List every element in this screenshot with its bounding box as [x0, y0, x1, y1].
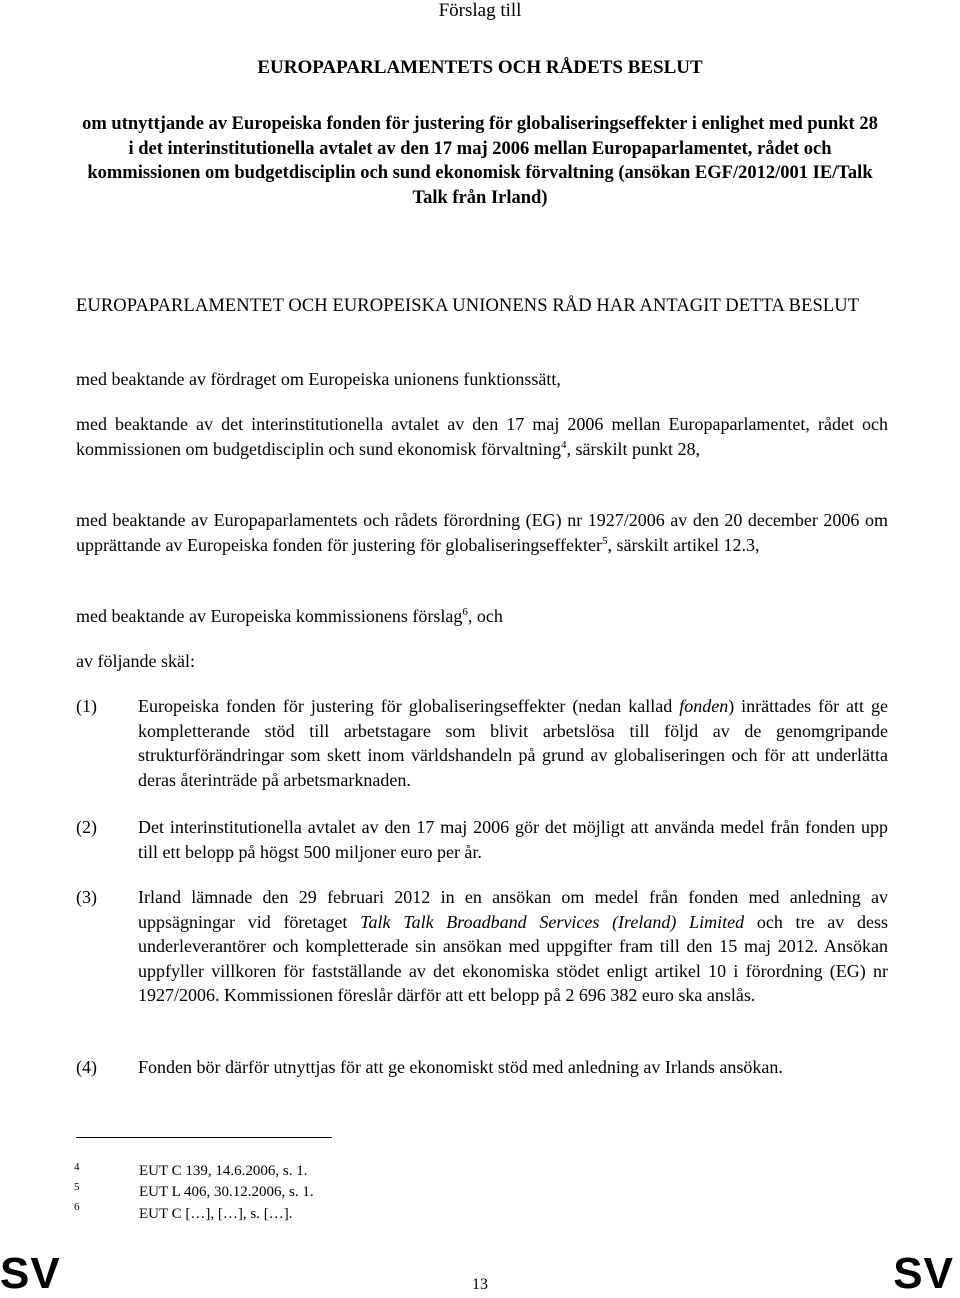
recital-4-text: Fonden bör därför utnyttjas för att ge ekonomiskt stöd med anledning av Irlands ansökan. [138, 1057, 783, 1077]
recital-1-text: Europeiska fonden för justering för globaliseringseffekter (nedan kallad fonden) inrättades för att ge kompletterande stöd till arbetstagare som blivit arbetslösa till följd av de genomgripande strukturförändringar som skett inom världshandeln på grund av globaliseringen och för att underlätta deras återinträde på arbetsmarknaden. [138, 696, 888, 790]
document-subtitle: om utnyttjande av Europeiska fonden för justering för globaliseringseffekter i enlighet med punkt 28 i det interinstitutionella avtalet av den 17 maj 2006 mellan Europaparlamentet, rådet och kommissionen om budgetdisciplin och sund ekonomisk förvaltning (ansökan EGF/2012/001 IE/Talk Talk från Irland) [82, 114, 878, 208]
footnote-4-text: EUT C 139, 14.6.2006, s. 1. [139, 1163, 308, 1179]
citation-commission [76, 604, 888, 629]
citation-regulation-tail: , särskilt artikel 12.3, [607, 534, 760, 555]
footnote-separator [76, 1137, 332, 1138]
citation-agreement-tail: , särskilt punkt 28, [566, 438, 700, 459]
language-code-left: SV [0, 1249, 61, 1298]
recital-3-italic: Talk Talk Broadband Services (Ireland) Limited [360, 911, 745, 932]
recital-3-number: (3) [76, 887, 97, 907]
recital-2-text: Det interinstitutionella avtalet av den 17 maj 2006 gör det möjligt att använda medel från fonden upp till ett belopp på högst 500 miljoner euro per år. [138, 817, 888, 862]
citation-regulation [76, 508, 888, 557]
footnote-ref-5[interactable]: 5 [602, 534, 608, 547]
citation-commission-tail: , och [467, 606, 503, 626]
recital-4-number: (4) [76, 1057, 97, 1077]
footnote-ref-4[interactable]: 4 [560, 438, 567, 451]
citation-commission-text: med beaktande av Europeiska kommissionens förslag [76, 606, 463, 626]
citation-regulation-text: med beaktande av Europaparlamentets och rådets förordning (EG) nr 1927/2006 av den 20 december 2006 om upprättande av Europeiska fonden för justering för globaliseringseffekter [76, 510, 888, 555]
adoption-statement: EUROPAPARLAMENTET OCH EUROPEISKA UNIONENS RÅD HAR ANTAGIT DETTA BESLUT [76, 296, 860, 316]
language-code-right: SV [893, 1249, 954, 1298]
footnote-ref-6[interactable]: 6 [462, 606, 468, 618]
citation-agreement [76, 412, 888, 461]
page-number: 13 [472, 1276, 488, 1293]
footnote-6-text: EUT C […], […], s. […]. [139, 1206, 293, 1222]
document-title: EUROPAPARLAMENTETS OCH RÅDETS BESLUT [257, 57, 703, 78]
recital-1-italic: fonden [679, 696, 729, 716]
footnote-6-number: 6 [74, 1201, 80, 1213]
footnote-5-number: 5 [74, 1181, 80, 1193]
recital-3-text: Irland lämnade den 29 februari 2012 in en ansökan om medel från fonden med anledning av uppsägningar vid företaget Talk Talk Broadband Services (Ireland) Limited och tre av dess underleverantörer och kompletterade sin ansökan med uppgifter fram till den 15 maj 2012. Ansökan uppfyller villkoren för fastställande av det ekonomiska stödet enligt artikel 10 i förordning (EG) nr 1927/2006. Kommissionen föreslår därför att ett belopp på 2 696 382 euro ska anslås. [138, 887, 888, 1005]
footnote-4-number: 4 [74, 1161, 80, 1173]
citation-agreement-text: med beaktande av det interinstitutionella avtalet av den 17 maj 2006 mellan Europaparlamentet, rådet och kommissionen om budgetdisciplin och sund ekonomisk förvaltning [76, 414, 888, 459]
footnote-5-text: EUT L 406, 30.12.2006, s. 1. [139, 1184, 314, 1200]
recital-2-number: (2) [76, 817, 97, 837]
citation-treaty: med beaktande av fördraget om Europeiska unionens funktionssätt, [76, 369, 561, 389]
recital-1-number: (1) [76, 696, 97, 716]
proposal-label: Förslag till [438, 0, 522, 21]
recitals-intro: av följande skäl: [76, 651, 195, 671]
